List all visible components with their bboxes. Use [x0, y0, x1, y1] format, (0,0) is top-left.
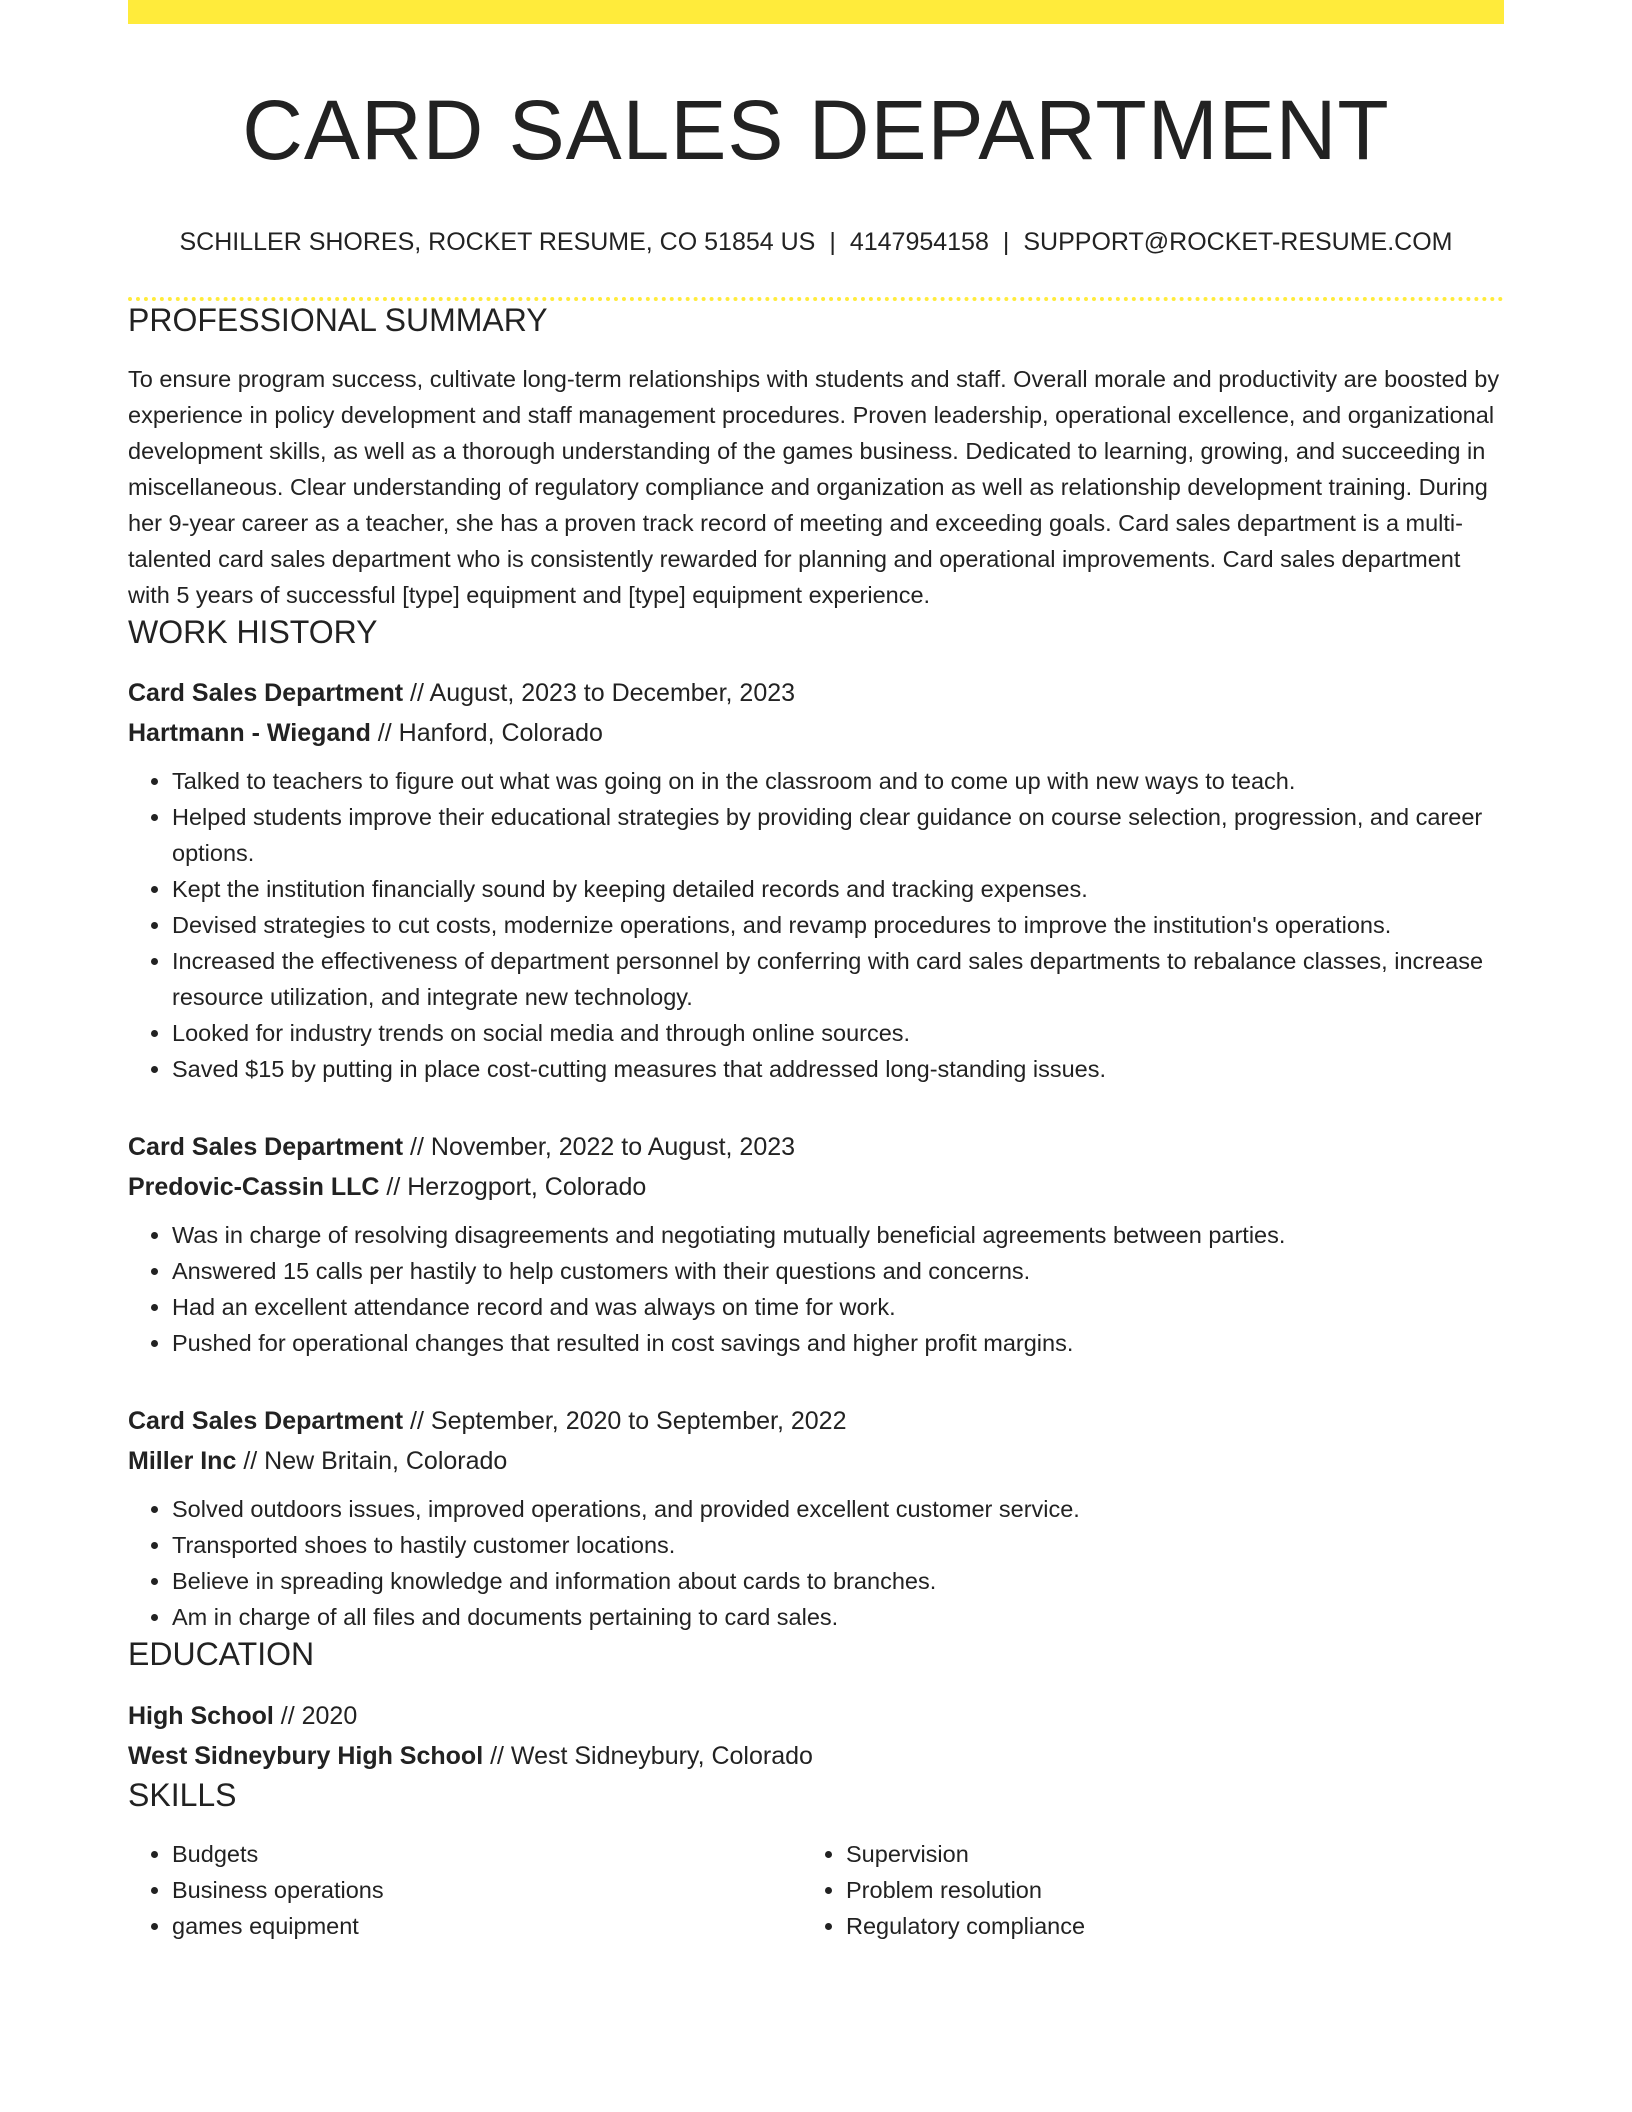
skills-column-right	[802, 1836, 1476, 1944]
job-location: // New Britain, Colorado	[236, 1447, 508, 1476]
job-bullet: • Pushed for operational changes that resulted in cost savings and higher profit margins.	[172, 1325, 1504, 1361]
job-bullet: • Saved $15 by putting in place cost-cutting measures that addressed long-standing issues.	[172, 1051, 1504, 1087]
job-bullet: • Transported shoes to hastily customer locations.	[172, 1527, 1504, 1563]
job-bullet: • Talked to teachers to figure out what was going on in the classroom and to come up with new ways to teach.	[172, 763, 1504, 799]
job-bullet: • Had an excellent attendance record and was always on time for work.	[172, 1289, 1504, 1325]
education-degree: High School	[128, 1701, 274, 1730]
job-role: Card Sales Department	[128, 679, 404, 708]
job-bullet: • Solved outdoors issues, improved operations, and provided excellent customer service.	[172, 1491, 1504, 1527]
job-bullet: • Looked for industry trends on social media and through online sources.	[172, 1015, 1504, 1051]
job-bullets	[128, 1491, 1504, 1635]
education-entry	[128, 1696, 1504, 1776]
job-role-line	[128, 1127, 1504, 1167]
job-location: // Hanford, Colorado	[370, 719, 603, 748]
skill-item: • Problem resolution	[846, 1872, 1476, 1908]
education-school-line	[128, 1736, 1504, 1776]
job-bullets	[128, 1217, 1504, 1361]
job-role: Card Sales Department	[128, 1133, 404, 1162]
job-location: // Herzogport, Colorado	[379, 1173, 647, 1202]
job-company: Predovic-Cassin LLC	[128, 1173, 380, 1202]
job-bullets	[128, 763, 1504, 1087]
job-entry	[128, 1127, 1504, 1361]
job-bullet: • Answered 15 calls per hastily to help customers with their questions and concerns.	[172, 1253, 1504, 1289]
top-accent-bar	[128, 0, 1504, 24]
job-bullet: • Was in charge of resolving disagreements and negotiating mutually beneficial agreements between parties.	[172, 1217, 1504, 1253]
education-year: // 2020	[273, 1701, 358, 1730]
education-degree-line	[128, 1696, 1504, 1736]
job-bullet: • Am in charge of all files and documents pertaining to card sales.	[172, 1599, 1504, 1635]
contact-separator: |	[1002, 227, 1010, 256]
job-company-line	[128, 1167, 1504, 1207]
job-bullet: • Increased the effectiveness of department personnel by conferring with card sales departments to rebalance classes, increase resource utilization, and integrate new technology.	[172, 943, 1504, 1015]
contact-address: SCHILLER SHORES, ROCKET RESUME, CO 51854 US	[179, 227, 816, 256]
job-bullet: • Believe in spreading knowledge and information about cards to branches.	[172, 1563, 1504, 1599]
resume-page	[128, 0, 1504, 1944]
contact-separator: |	[829, 227, 836, 256]
job-dates: // November, 2022 to August, 2023	[403, 1133, 796, 1162]
skill-item: • Business operations	[172, 1872, 802, 1908]
job-entry	[128, 673, 1504, 1087]
education-location: // West Sidneybury, Colorado	[483, 1741, 813, 1770]
job-role-line	[128, 673, 1504, 713]
education-school: West Sidneybury High School	[128, 1741, 484, 1770]
job-dates: // August, 2023 to December, 2023	[403, 679, 796, 708]
contact-email[interactable]: SUPPORT@ROCKET-RESUME.COM	[1023, 227, 1453, 256]
job-company-line	[128, 1441, 1504, 1481]
job-bullet: • Helped students improve their educational strategies by providing clear guidance on course selection, progression, and career options.	[172, 799, 1504, 871]
job-dates: // September, 2020 to September, 2022	[403, 1407, 847, 1436]
job-company-line	[128, 713, 1504, 753]
skills-column-left	[128, 1836, 802, 1944]
job-company: Hartmann - Wiegand	[128, 719, 371, 748]
job-role-line	[128, 1401, 1504, 1441]
section-title-summary: PROFESSIONAL SUMMARY	[128, 301, 548, 338]
section-title-work-history: WORK HISTORY	[128, 613, 378, 650]
job-company: Miller Inc	[128, 1447, 237, 1476]
skill-item: • games equipment	[172, 1908, 802, 1944]
candidate-name: CARD SALES DEPARTMENT	[242, 83, 1390, 177]
section-title-skills: SKILLS	[128, 1776, 237, 1813]
contact-line	[128, 227, 1504, 257]
skills-columns	[128, 1836, 1504, 1944]
summary-text: To ensure program success, cultivate long-term relationships with students and staff. Overall morale and productivity are boosted by experience in policy development and staff management procedures. Proven leadership, operational excellence, and organizational development skills, as well as a thorough understanding of the games business. Dedicated to learning, growing, and succeeding in miscellaneous. Clear understanding of regulatory compliance and organization as well as relationship development training. During her 9-year career as a teacher, she has a proven track record of meeting and exceeding goals. Card sales department is a multi-talented card sales department who is consistently rewarded for planning and operational improvements. Card sales department with 5 years of successful [type] equipment and [type] equipment experience.	[128, 365, 1500, 608]
job-role: Card Sales Department	[128, 1407, 404, 1436]
contact-phone[interactable]: 4147954158	[849, 227, 989, 256]
job-entry	[128, 1401, 1504, 1635]
job-bullet: • Devised strategies to cut costs, modernize operations, and revamp procedures to improve the institution's operations.	[172, 907, 1504, 943]
skill-item: • Supervision	[846, 1836, 1476, 1872]
job-bullet: • Kept the institution financially sound by keeping detailed records and tracking expenses.	[172, 871, 1504, 907]
section-title-education: EDUCATION	[128, 1636, 315, 1673]
skill-item: • Regulatory compliance	[846, 1908, 1476, 1944]
skill-item: • Budgets	[172, 1836, 802, 1872]
